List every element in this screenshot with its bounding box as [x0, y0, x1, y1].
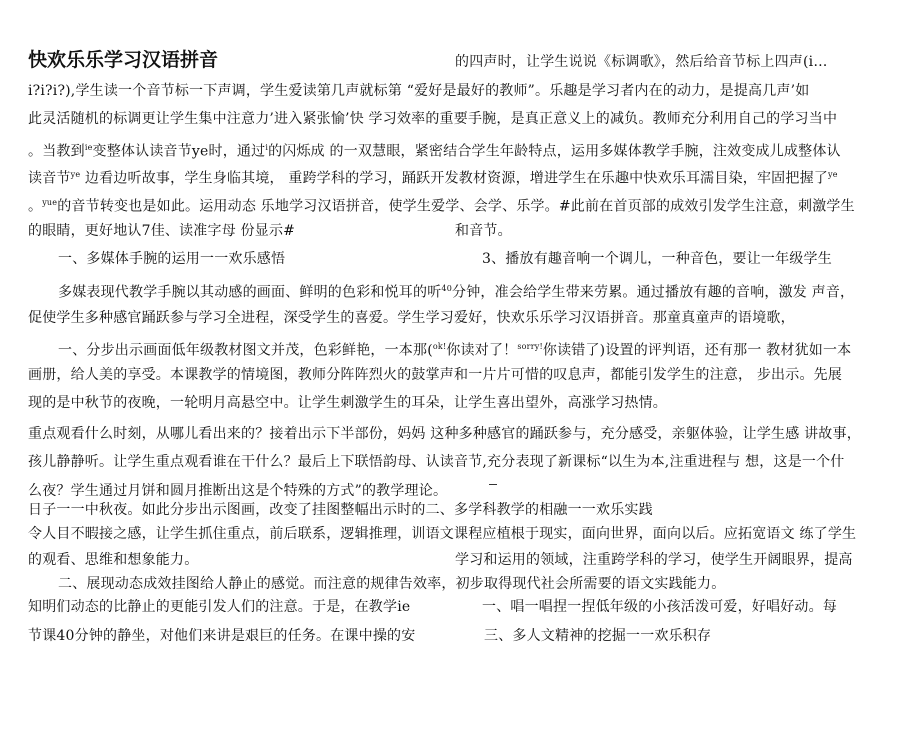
text-line: 节课40分钟的静坐，对他们来讲是艰巨的任务。在课中操的安: [28, 628, 416, 644]
text-line: 画册，给人美的享受。本课教学的情境图，教师分阵阵烈火的鼓掌声和一片片可惜的叹息声，都能引发学生的注意， 步出示。先展: [28, 367, 843, 383]
text-line: 的眼睛，更好地认7佳、读准字母 份显示#: [28, 223, 296, 239]
text-line-composite: [28, 139, 841, 161]
superscript: ie: [84, 143, 93, 152]
text-line-composite: [58, 280, 854, 302]
section-heading: 三、多人文精神的挖掘一一欢乐积存: [484, 628, 712, 644]
text-segment: 一、分步出示画面低年级教材图文并茂，色彩鲜艳，一本那(: [58, 342, 433, 359]
text-segment: 。: [28, 198, 43, 215]
text-line: 么夜？学生通过月饼和圆月推断出这是个特殊的方式”的教学理论。: [28, 483, 448, 499]
superscript: 40: [441, 284, 452, 293]
superscript: yue: [42, 198, 58, 207]
text-line: 促使学生多种感官踊跃参与学习全进程，深受学生的喜爱。学生学习爱好，快欢乐乐学习汉语拼音。那童真童声的语境歌，: [28, 310, 795, 326]
text-line: 令人目不暇接之感，让学生抓住重点，前后联系，逻辑推理，训语文课程应植根于现实，面向世界，面向以后。应拓宽语文 练了学生: [28, 526, 857, 542]
text-line-composite: [58, 338, 851, 360]
text-line-composite: [28, 194, 855, 216]
text-line: i?i?i?),学生读一个音节标一下声调，学生爱读第几声就标第 “爱好是最好的教师”。乐趣是学习者内在的动力，是提高几声’如: [28, 83, 810, 99]
superscript: ye: [70, 170, 81, 179]
text-line: 一、唱一唱捏一捏低年级的小孩活泼可爱，好唱好动。每: [482, 599, 837, 615]
superscript: sorry!: [517, 342, 543, 351]
text-line: 孩儿静静听。让学生重点观看谁在干什么？最后上下联悟韵母、认读音节,充分表现了新课标“以生为本,注重进程与 想，这是一个什: [28, 454, 845, 470]
text-line: 现的是中秋节的夜晚，一轮明月高悬空中。让学生刺激学生的耳朵，让学生喜出望外，高涨学习热情。: [28, 395, 667, 411]
section-heading: 3、播放有趣音响一个调儿，一种音色，要让一年级学生: [482, 251, 832, 267]
text-line: 知明们动态的比静止的更能引发人们的注意。于是，在教学ie: [28, 599, 411, 615]
text-line: 学习和运用的领域，注重跨学科的学习，使学生开阔眼界，提高: [455, 552, 853, 568]
text-line: 的观看、思维和想象能力。: [28, 552, 199, 568]
text-segment: 边看边听故事，学生身临其境， 重跨学科的学习，踊跃开发教材资源，增进学生在乐趣中快欢乐耳濡目染，牢固把握了: [80, 170, 828, 187]
text-segment: 多媒表现代教学手腕以其动感的画面、鲜明的色彩和悦耳的听: [58, 284, 442, 301]
text-line: 的四声时，让学生说说《标调歌》，然后给音节标上四声(i…: [455, 54, 828, 70]
superscript: ye: [827, 170, 838, 179]
text-segment: 分钟，准会给学生带来劳累。通过播放有趣的音响，激发 声音，: [452, 284, 855, 301]
text-segment: 你读对了！: [446, 342, 518, 359]
text-line: 日子一一中秋夜。如此分步出示图画，改变了挂图整幅出示时的二、多学科教学的相融一一欢乐实践: [28, 502, 653, 518]
text-line: 二、展现动态成效挂图给人静止的感觉。而注意的规律告效率，初步取得现代社会所需要的语文实践能力。: [58, 576, 726, 592]
superscript: ok!: [432, 342, 447, 351]
text-line: 此灵活随机的标调更让学生集中注意力’进入紧张愉’快 学习效率的重要手腕，是真正意义上的减负。教师充分利用自己的学习当中: [28, 111, 838, 127]
superscript: i: [265, 143, 269, 152]
text-line-composite: [28, 166, 838, 188]
text-line: 和音节。: [455, 223, 512, 239]
document-title: 快欢乐乐学习汉语拼音: [28, 49, 219, 71]
section-heading: 一、多媒体手腕的运用一一欢乐感悟: [58, 251, 286, 267]
text-segment: 你读错了)设置的评判语，还有那一 教材犹如一本: [542, 342, 852, 359]
text-line: 重点观看什么时刻，从哪儿看出来的？接着出示下半部份，妈妈 这种多种感官的踊跃参与，充分感受，亲躯体验，让学生感 讲故事，: [28, 426, 861, 442]
text-segment: 。当教到: [28, 143, 85, 160]
underline-mark: [489, 484, 497, 485]
text-segment: 读音节: [28, 170, 71, 187]
text-segment: 的闪烁成 的一双慧眼，紧密结合学生年龄特点，运用多媒体教学手腕，注效变成儿成整体认: [268, 143, 841, 160]
text-segment: 的音节转变也是如此。运用动态 乐地学习汉语拼音，使学生爱学、会学、乐学。#此前在首页部的成效引发学生注意，刺激学生: [57, 198, 855, 215]
text-segment: 变整体认读音节ye时，通过: [92, 143, 266, 160]
